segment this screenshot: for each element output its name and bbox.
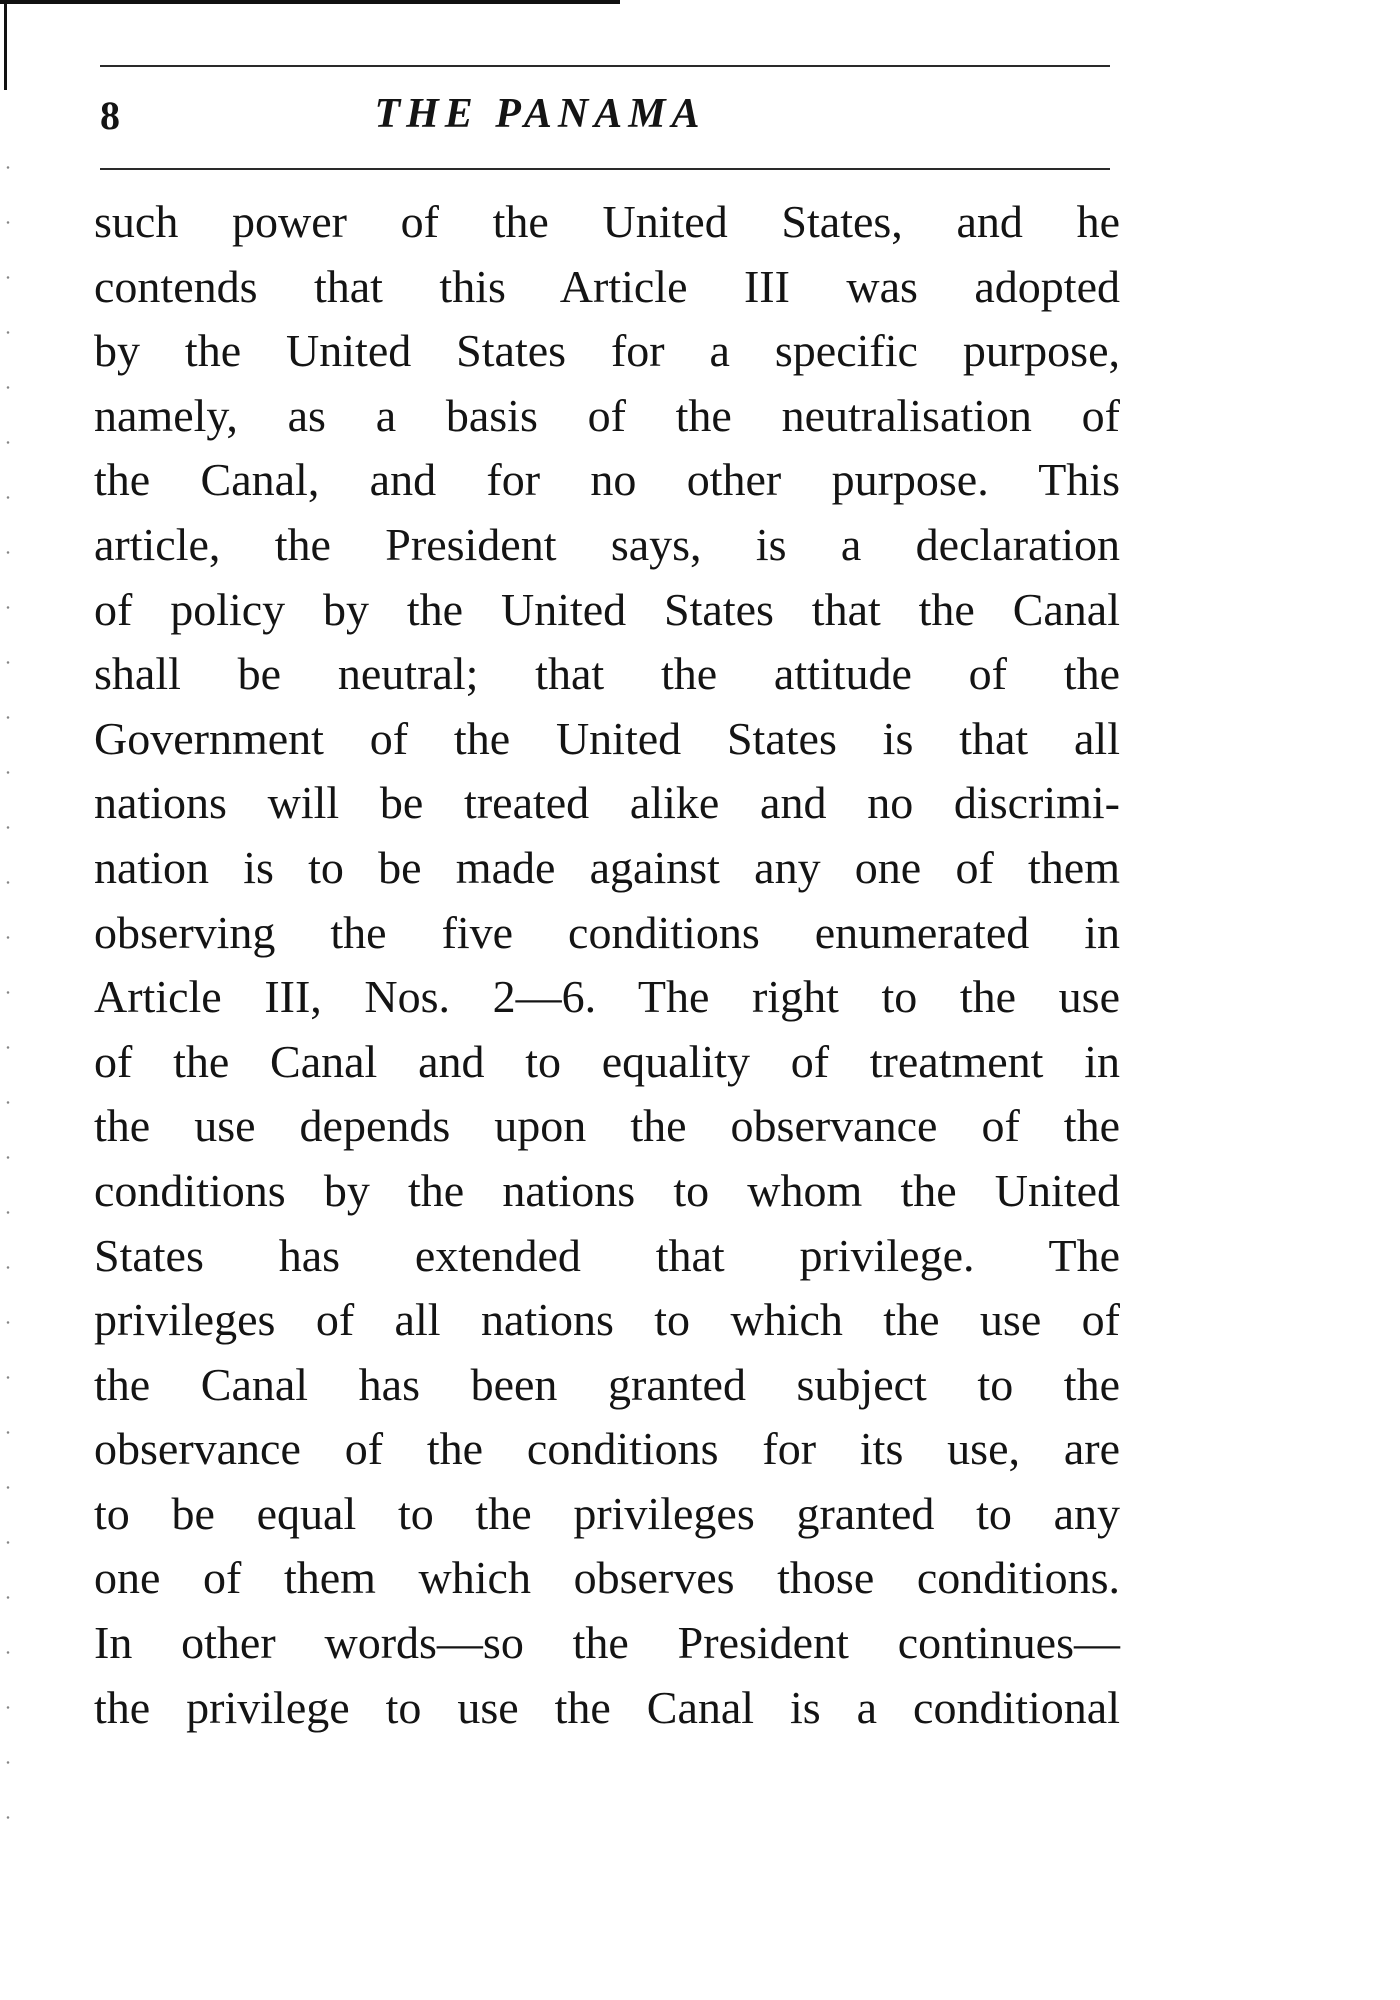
header-rule-bottom [100, 168, 1110, 170]
header-rule-top [100, 65, 1110, 67]
text-line: observance of the conditions for its use, are [94, 1423, 1120, 1475]
text-line: the use depends upon the observance of the [94, 1100, 1120, 1152]
text-line: nations will be treated alike and no discrimi- [94, 777, 1120, 829]
text-line: observing the five conditions enumerated in [94, 906, 1120, 958]
text-line: Article III, Nos. 2—6. The right to the use [94, 971, 1120, 1023]
text-line: privileges of all nations to which the use of [94, 1294, 1120, 1346]
page-number: 8 [100, 93, 120, 138]
text-line: In other words—so the President continues— [94, 1617, 1120, 1669]
text-line: one of them which observes those conditions. [94, 1552, 1120, 1604]
text-line: of the Canal and to equality of treatment in [94, 1035, 1120, 1087]
text-line: article, the President says, is a declaration [94, 518, 1120, 570]
text-line: the Canal, and for no other purpose. This [94, 454, 1120, 506]
text-line: shall be neutral; that the attitude of the [94, 648, 1120, 700]
text-line: to be equal to the privileges granted to any [94, 1487, 1120, 1539]
body-text [94, 190, 1120, 1740]
text-line: the privilege to use the Canal is a conditional [94, 1681, 1120, 1733]
text-line: the Canal has been granted subject to the [94, 1358, 1120, 1410]
scan-edge-left [4, 0, 7, 90]
text-line: nation is to be made against any one of them [94, 841, 1120, 893]
page-header [100, 82, 1110, 152]
scan-margin-specks [6, 140, 10, 1840]
text-line: such power of the United States, and he [94, 196, 1120, 247]
text-line: of policy by the United States that the Canal [94, 583, 1120, 635]
text-line: by the United States for a specific purpose, [94, 325, 1120, 377]
text-line: Government of the United States is that all [94, 712, 1120, 764]
text-line: States has extended that privilege. The [94, 1229, 1120, 1281]
scan-edge-top [0, 0, 620, 4]
text-line: conditions by the nations to whom the United [94, 1164, 1120, 1216]
text-line: namely, as a basis of the neutralisation of [94, 389, 1120, 441]
running-head: THE PANAMA [374, 91, 706, 137]
text-line: contends that this Article III was adopted [94, 260, 1120, 312]
